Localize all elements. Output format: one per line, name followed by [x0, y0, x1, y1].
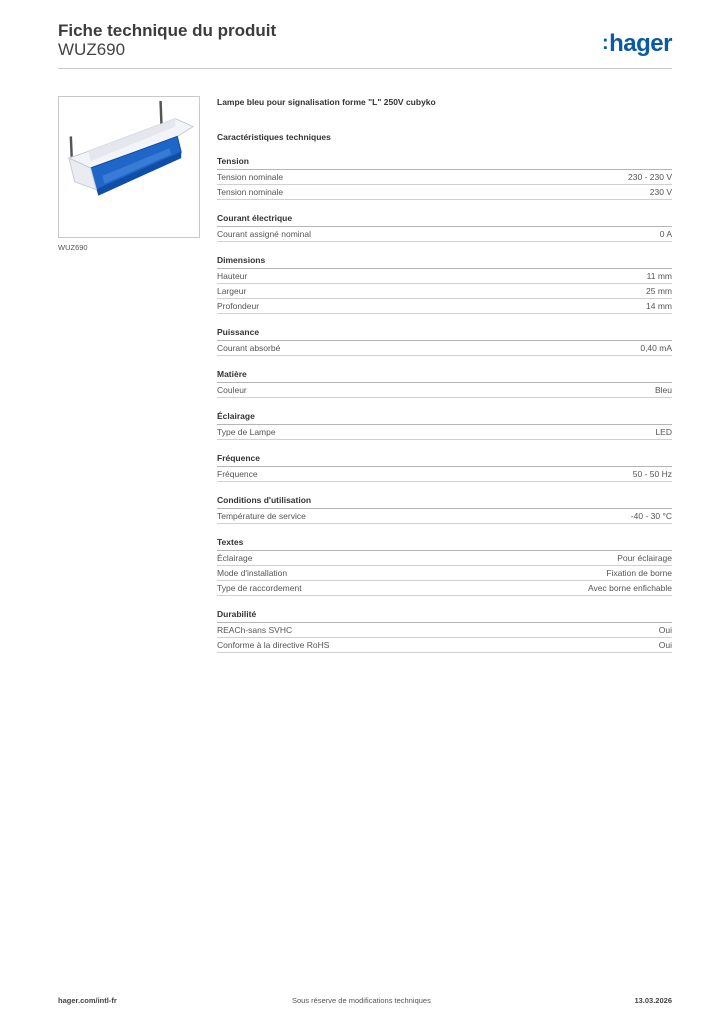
spec-value: 230 V: [649, 187, 672, 197]
spec-row: [217, 284, 672, 299]
spec-group: [217, 212, 672, 242]
spec-content: [217, 96, 672, 653]
spec-row: [217, 623, 672, 638]
spec-row: [217, 170, 672, 185]
spec-group-title: Matière: [217, 368, 672, 383]
spec-value: 25 mm: [646, 286, 672, 296]
product-reference: WUZ690: [58, 40, 126, 59]
spec-row: [217, 341, 672, 356]
spec-value: 0,40 mA: [640, 343, 672, 353]
spec-label: Type de raccordement: [217, 583, 302, 593]
logo-text: hager: [609, 30, 672, 57]
spec-group: [217, 368, 672, 398]
spec-value: 0 A: [659, 229, 672, 239]
spec-group-title: Dimensions: [217, 254, 672, 269]
product-lamp-illustration: [59, 97, 199, 237]
spec-row: [217, 566, 672, 581]
spec-value: LED: [655, 427, 672, 437]
spec-row: [217, 299, 672, 314]
spec-value: Oui: [658, 625, 672, 635]
spec-label: Mode d'installation: [217, 568, 288, 578]
spec-label: REACh-sans SVHC: [217, 625, 293, 635]
spec-group: [217, 608, 672, 653]
product-name: Lampe bleu pour signalisation forme "L" 250V cubyko: [217, 97, 436, 107]
spec-label: Largeur: [217, 286, 247, 296]
product-image: [58, 96, 200, 238]
spec-value: Fixation de borne: [606, 568, 672, 578]
spec-row: [217, 227, 672, 242]
product-image-caption: WUZ690: [58, 243, 88, 252]
header-divider: [58, 68, 672, 69]
spec-group-title: Tension: [217, 155, 672, 170]
spec-label: Conforme à la directive RoHS: [217, 640, 330, 650]
spec-label: Tension nominale: [217, 172, 284, 182]
spec-value: Pour éclairage: [617, 553, 672, 563]
page-header: [58, 18, 672, 70]
spec-label: Profondeur: [217, 301, 260, 311]
spec-row: [217, 425, 672, 440]
spec-group-title: Puissance: [217, 326, 672, 341]
spec-group: [217, 536, 672, 596]
spec-label: Tension nominale: [217, 187, 284, 197]
spec-row: [217, 383, 672, 398]
spec-row: [217, 185, 672, 200]
spec-group-title: Textes: [217, 536, 672, 551]
spec-value: 14 mm: [646, 301, 672, 311]
spec-label: Hauteur: [217, 271, 248, 281]
spec-label: Température de service: [217, 511, 306, 521]
spec-group: [217, 326, 672, 356]
spec-row: [217, 551, 672, 566]
section-heading: Caractéristiques techniques: [217, 132, 331, 142]
spec-group: [217, 155, 672, 200]
spec-row: [217, 509, 672, 524]
page-title: Fiche technique du produit: [58, 21, 277, 40]
spec-row: [217, 638, 672, 653]
spec-group: [217, 254, 672, 314]
spec-value: 11 mm: [646, 271, 672, 281]
spec-group-title: Courant électrique: [217, 212, 672, 227]
spec-group-title: Éclairage: [217, 410, 672, 425]
spec-value: Bleu: [654, 385, 672, 395]
logo-colon-icon: :: [601, 32, 609, 54]
spec-row: [217, 269, 672, 284]
footer-disclaimer: Sous réserve de modifications techniques: [292, 996, 431, 1005]
spec-group-title: Conditions d'utilisation: [217, 494, 672, 509]
spec-value: 230 - 230 V: [628, 172, 672, 182]
spec-row: [217, 467, 672, 482]
footer-website: hager.com/intl-fr: [58, 996, 117, 1005]
spec-value: 50 - 50 Hz: [632, 469, 672, 479]
spec-label: Fréquence: [217, 469, 258, 479]
spec-groups: [217, 155, 672, 653]
spec-value: -40 - 30 °C: [630, 511, 672, 521]
spec-group-title: Fréquence: [217, 452, 672, 467]
spec-label: Éclairage: [217, 553, 253, 563]
footer-date: 13.03.2026: [634, 996, 672, 1005]
spec-label: Courant absorbé: [217, 343, 281, 353]
hager-logo: [602, 30, 672, 58]
spec-group: [217, 452, 672, 482]
spec-label: Courant assigné nominal: [217, 229, 312, 239]
spec-row: [217, 581, 672, 596]
spec-value: Avec borne enfichable: [588, 583, 672, 593]
spec-group: [217, 494, 672, 524]
spec-group-title: Durabilité: [217, 608, 672, 623]
spec-label: Couleur: [217, 385, 247, 395]
spec-group: [217, 410, 672, 440]
spec-value: Oui: [658, 640, 672, 650]
spec-label: Type de Lampe: [217, 427, 276, 437]
